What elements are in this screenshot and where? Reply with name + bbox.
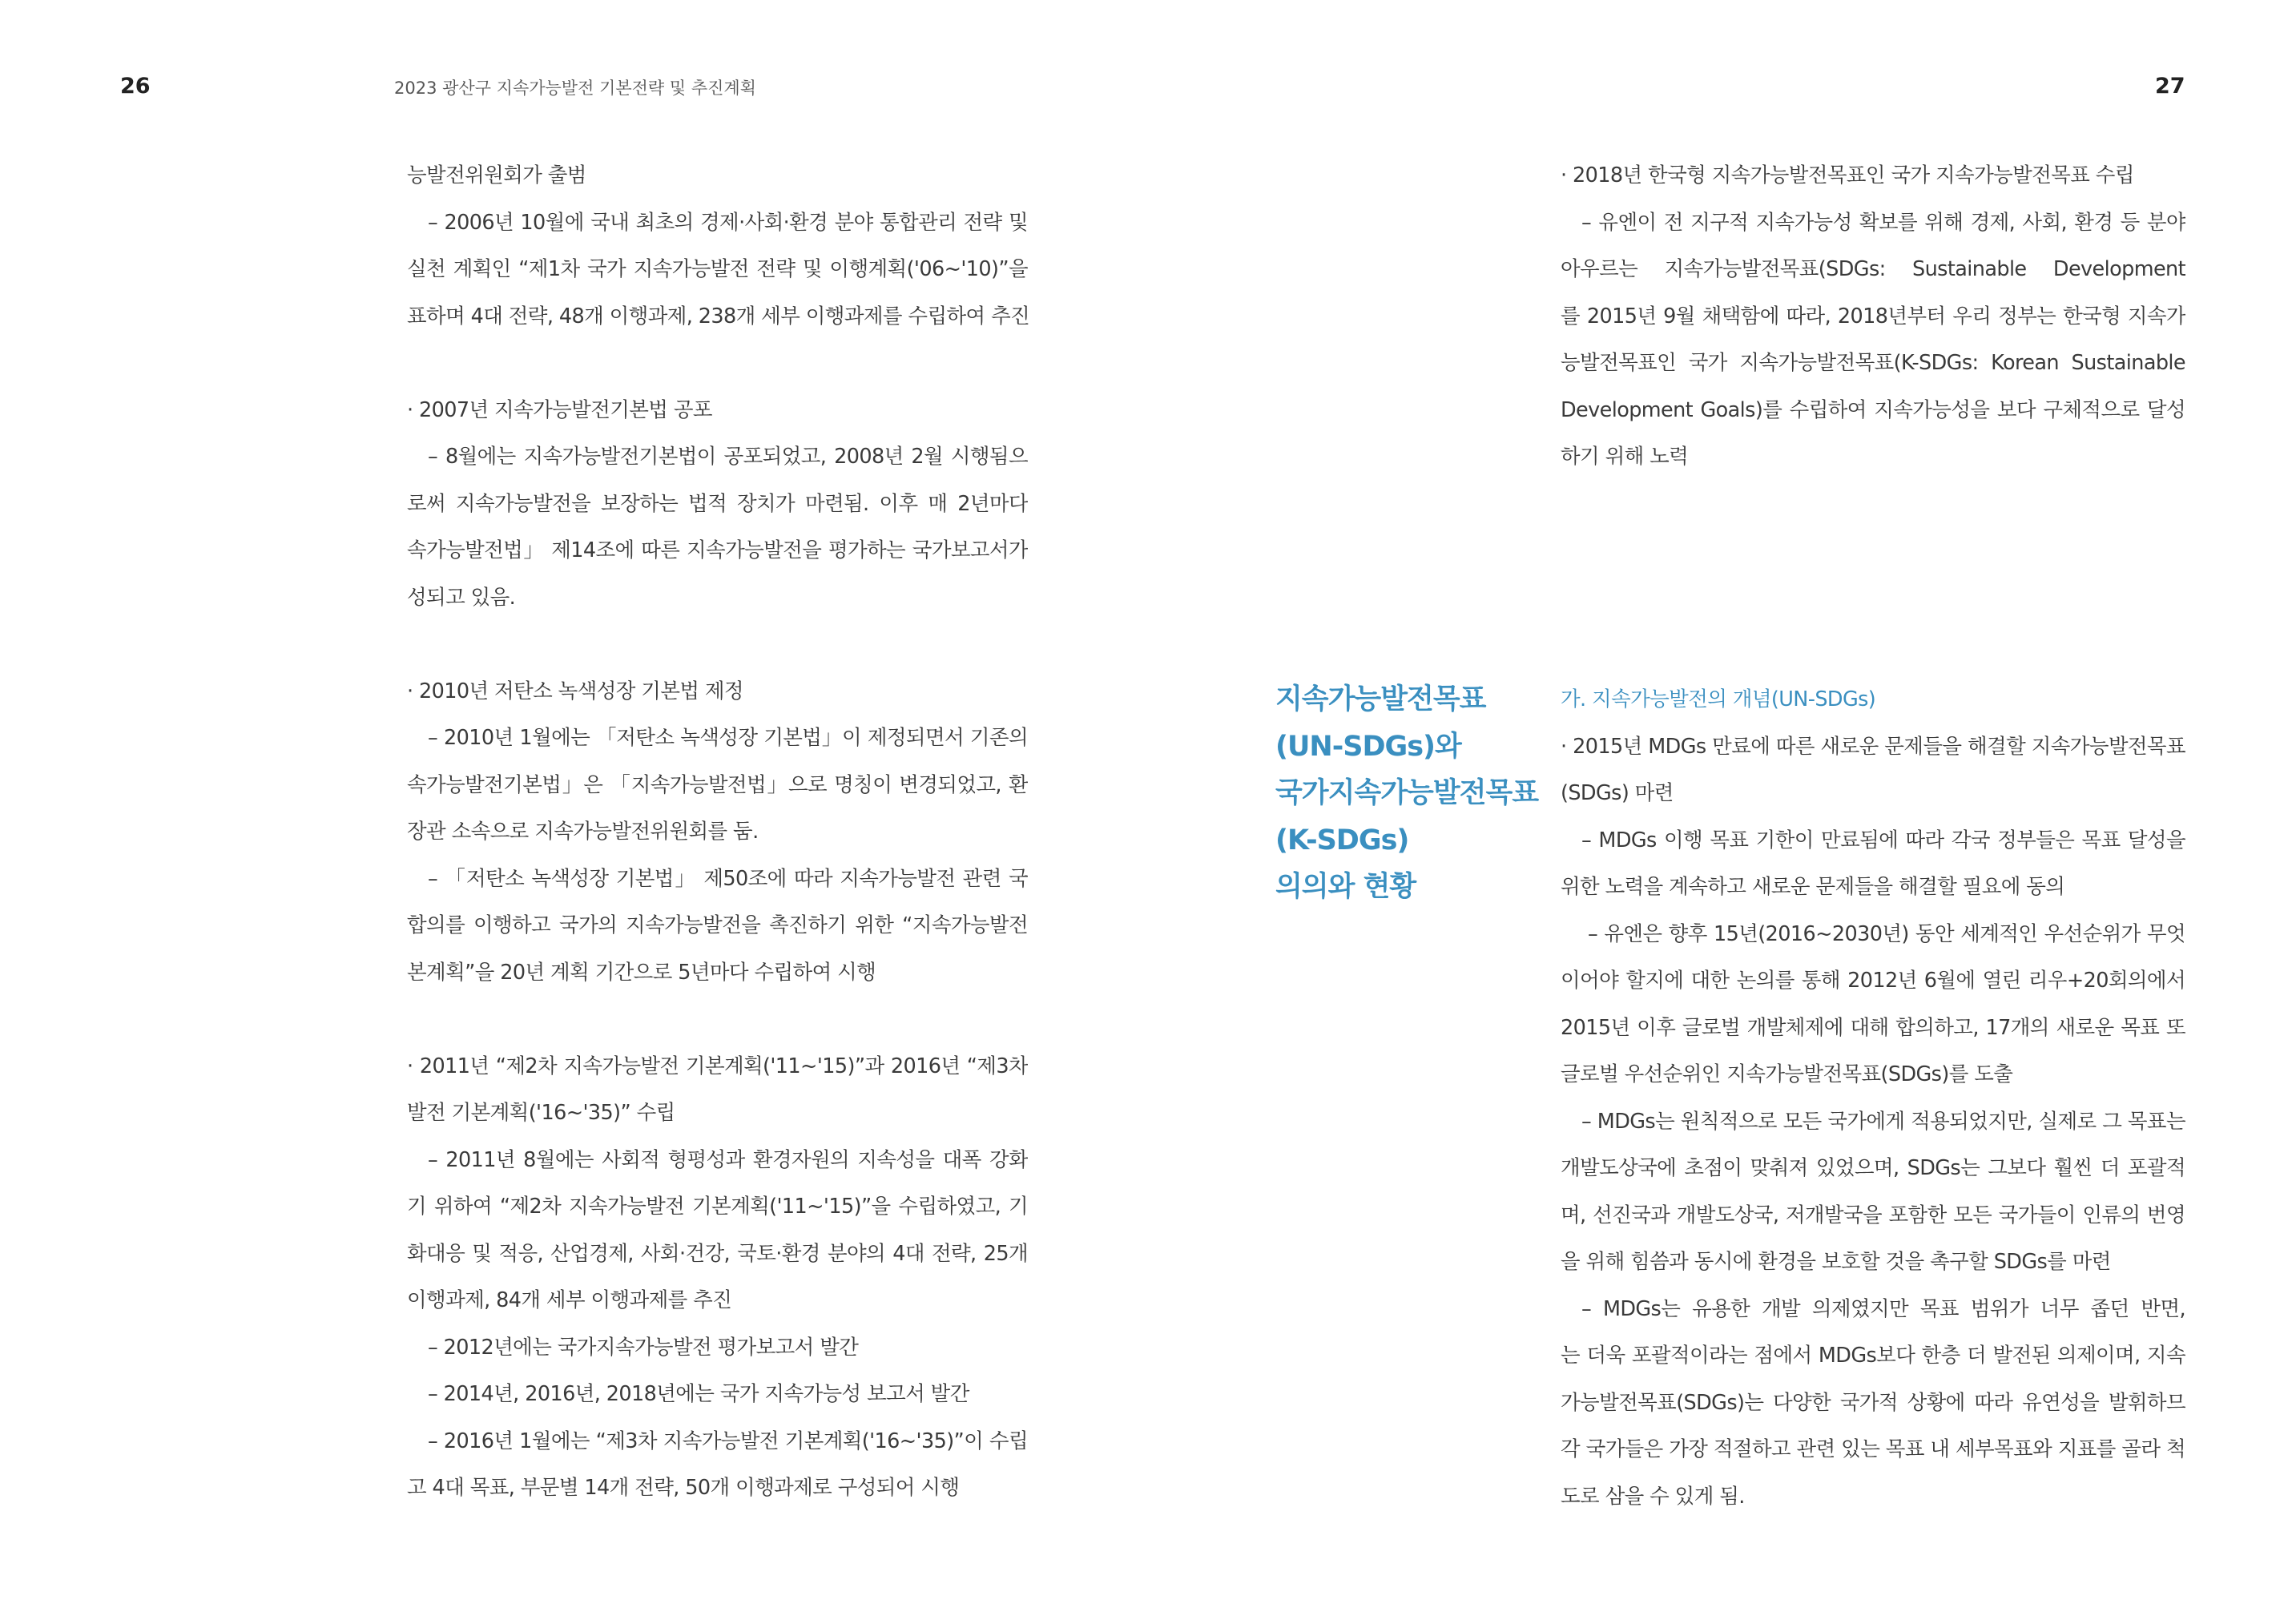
text-line: 표하며 4대 전략, 48개 이행과제, 238개 세부 이행과제를 수립하여 추진 <box>407 304 1030 328</box>
paragraph-spacer <box>407 340 1028 387</box>
text-line: · 2007년 지속가능발전기본법 공포 <box>407 397 712 422</box>
text-line: 글로벌 우선순위인 지속가능발전목표(SDGs)를 도출 <box>1561 1062 2013 1086</box>
sub-heading: 가. 지속가능발전의 개념(UN-SDGs) <box>1561 687 1876 711</box>
text-line: 이행과제, 84개 세부 이행과제를 추진 <box>407 1288 732 1312</box>
text-line: – MDGs는 원칙적으로 모든 국가에게 적용되었지만, 실제로 그 목표는 <box>1581 1109 2185 1134</box>
text-line: – 2010년 1월에는 「저탄소 녹색성장 기본법」이 제정되면서 기존의 <box>428 726 1028 750</box>
section-title <box>1275 676 1548 911</box>
text-line: – 8월에는 지속가능발전기본법이 공포되었고, 2008년 2월 시행됨으 <box>428 445 1028 469</box>
text-line: · 2018년 한국형 지속가능발전목표인 국가 지속가능발전목표 수립 <box>1561 163 2134 187</box>
section-title-line: 국가지속가능발전목표 <box>1275 777 1539 809</box>
page-number-left: 26 <box>120 74 151 99</box>
text-line: – MDGs 이행 목표 기한이 만료됨에 따라 각국 정부들은 목표 달성을 <box>1581 828 2185 852</box>
text-line: 실천 계획인 “제1차 국가 지속가능발전 전략 및 이행계획('06~'10)”을 <box>407 257 1028 281</box>
text-line: 기 위하여 “제2차 지속가능발전 기본계획('11~'15)”을 수립하였고, 기 <box>407 1195 1028 1219</box>
text-line: 합의를 이행하고 국가의 지속가능발전을 촉진하기 위한 “지속가능발전 <box>407 913 1028 937</box>
text-line: – 2016년 1월에는 “제3차 지속가능발전 기본계획('16~'35)”이 수립 <box>428 1429 1028 1453</box>
text-line: – 유엔이 전 지구적 지속가능성 확보를 위해 경제, 사회, 환경 등 분야 <box>1581 210 2185 235</box>
section-title-line: 지속가능발전목표 <box>1275 683 1486 715</box>
text-line: 하기 위해 노력 <box>1561 445 1689 469</box>
text-line: 화대응 및 적응, 산업경제, 사회·건강, 국토·환경 분야의 4대 전략, 25개 <box>407 1241 1028 1266</box>
text-line: 개발도상국에 초점이 맞춰져 있었으며, SDGs는 그보다 훨씬 더 포괄적 <box>1561 1156 2185 1180</box>
text-line: – 유엔은 향후 15년(2016~2030년) 동안 세계적인 우선순위가 무엇 <box>1588 921 2185 946</box>
text-line: 를 2015년 9월 채택함에 따라, 2018년부터 우리 정부는 한국형 지속가 <box>1561 304 2185 328</box>
text-line: 을 위해 힘씀과 동시에 환경을 보호할 것을 촉구할 SDGs를 마련 <box>1561 1250 2111 1274</box>
text-line: 성되고 있음. <box>407 585 516 610</box>
text-line: – 2006년 10월에 국내 최초의 경제·사회·환경 분야 통합관리 전략 및 <box>428 210 1028 235</box>
text-line: 로써 지속가능발전을 보장하는 법적 장치가 마련됨. 이후 매 2년마다 <box>407 491 1028 516</box>
right-column-top-text <box>1561 152 2185 481</box>
text-line: (SDGs) 마련 <box>1561 781 1674 805</box>
text-line: 는 더욱 포괄적이라는 점에서 MDGs보다 한층 더 발전된 의제이며, 지속 <box>1561 1344 2185 1368</box>
text-line: – MDGs는 유용한 개발 의제였지만 목표 범위가 너무 좁던 반면, <box>1581 1296 2185 1321</box>
text-line: 능발전위원회가 출범 <box>407 163 586 187</box>
text-line: 장관 소속으로 지속가능발전위원회를 둠. <box>407 820 759 844</box>
text-line: 가능발전목표(SDGs)는 다양한 국가적 상황에 따라 유연성을 발휘하므 <box>1561 1390 2185 1415</box>
text-line: · 2011년 “제2차 지속가능발전 기본계획('11~'15)”과 2016년 “제3차 <box>407 1054 1028 1078</box>
text-line: – 2011년 8월에는 사회적 형평성과 환경자원의 지속성을 대폭 강화 <box>428 1147 1028 1172</box>
section-title-line: (K-SDGs) <box>1275 824 1409 856</box>
text-line: – 「저탄소 녹색성장 기본법」 제50조에 따라 지속가능발전 관련 국 <box>428 866 1028 891</box>
text-line: 능발전목표인 국가 지속가능발전목표(K-SDGs: Korean Sustainable <box>1561 351 2185 375</box>
paragraph-spacer <box>407 996 1028 1043</box>
text-line: – 2012년에는 국가지속가능발전 평가보고서 발간 <box>428 1335 859 1360</box>
running-title: 2023 광산구 지속가능발전 기본전략 및 추진계획 <box>394 79 756 98</box>
text-line: 이어야 할지에 대한 논의를 통해 2012년 6월에 열린 리우+20회의에서 <box>1561 969 2185 993</box>
text-line: 본계획”을 20년 계획 기간으로 5년마다 수립하여 시행 <box>407 960 876 985</box>
paragraph-spacer <box>407 621 1028 668</box>
page-number-right: 27 <box>2155 74 2185 99</box>
text-line: – 2014년, 2016년, 2018년에는 국가 지속가능성 보고서 발간 <box>428 1382 969 1406</box>
text-line: 며, 선진국과 개발도상국, 저개발국을 포함한 모든 국가들이 인류의 번영 <box>1561 1203 2185 1227</box>
text-line: 고 4대 목표, 부문별 14개 전략, 50개 이행과제로 구성되어 시행 <box>407 1476 960 1500</box>
text-line: 발전 기본계획('16~'35)” 수립 <box>407 1101 675 1125</box>
text-line: Development Goals)를 수립하여 지속가능성을 보다 구체적으로 달성 <box>1561 397 2185 422</box>
text-line: 도로 삼을 수 있게 됨. <box>1561 1484 1745 1509</box>
text-line: 각 국가들은 가장 적절하고 관련 있는 목표 내 세부목표와 지표를 골라 척 <box>1561 1437 2185 1461</box>
text-line: · 2015년 MDGs 만료에 따른 새로운 문제들을 해결할 지속가능발전목표 <box>1561 734 2185 759</box>
text-line: 2015년 이후 글로벌 개발체제에 대해 합의하고, 17개의 새로운 목표 또 <box>1561 1015 2185 1040</box>
right-column-bottom-text <box>1561 676 2185 1520</box>
left-column-text <box>407 152 1028 1512</box>
text-line: 속가능발전법」 제14조에 따른 지속가능발전을 평가하는 국가보고서가 <box>407 538 1028 562</box>
text-line: 속가능발전기본법」은 「지속가능발전법」으로 명칭이 변경되었고, 환 <box>407 772 1028 797</box>
section-title-line: 의의와 현황 <box>1275 871 1416 903</box>
text-line: 아우르는 지속가능발전목표(SDGs: Sustainable Development <box>1561 257 2185 281</box>
text-line: · 2010년 저탄소 녹색성장 기본법 제정 <box>407 679 743 703</box>
section-title-line: (UN-SDGs)와 <box>1275 730 1461 763</box>
text-line: 위한 노력을 계속하고 새로운 문제들을 해결할 필요에 동의 <box>1561 875 2065 899</box>
